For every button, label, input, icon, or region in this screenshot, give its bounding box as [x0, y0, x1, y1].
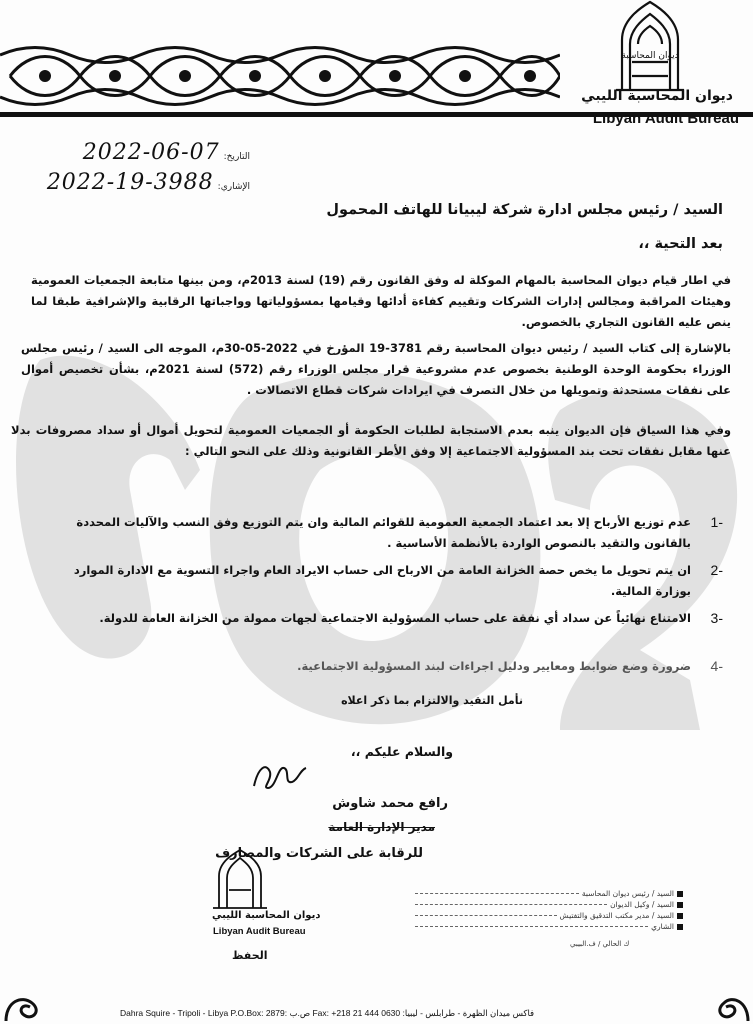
- reference-value: 2022-19-3988: [46, 170, 214, 195]
- reference-row: [30, 170, 250, 195]
- stamp-org-english: Libyan Audit Bureau: [213, 926, 306, 937]
- org-name-arabic: ديوان المحاسبة الليبي: [581, 88, 733, 104]
- cc-text: السيد / مدير مكتب التدقيق والتفتيش: [559, 911, 674, 920]
- list-text: ان يتم تحويل ما يخص حصة الخزانة العامة من الارباح الى حساب الايراد العام واجراء التسوية مع الادارة الموارد بوزارة المالية.: [73, 563, 691, 598]
- footer-address: Dahra Squire - Tripoli - Libya P.O.Box: 2879: ص.ب Fax: +218 21 444 0630 :فاكس ميدان الظهرة - طرابلس - ليبيا: [120, 1008, 535, 1018]
- cc-text: الشاري: [651, 922, 674, 931]
- date-row: [30, 140, 250, 165]
- list-text: ضرورة وضع ضوابط ومعايير ودليل اجراءات لبند المسؤولية الاجتماعية.: [297, 659, 691, 673]
- list-item: [43, 608, 723, 629]
- signatory-name: رافع محمد شاوش: [332, 796, 448, 811]
- bullet-square-icon: [677, 913, 683, 919]
- audit-bureau-logo: [610, 0, 690, 95]
- bullet-square-icon: [677, 924, 683, 930]
- closing-line: نأمل التقيد والالتزام بما ذكر اعلاه: [341, 694, 523, 707]
- list-text: الامتناع نهائياً عن سداد أي نفقة على حساب المسؤولية الاجتماعية لجهات ممولة من الخزانة العامة للدولة.: [99, 611, 691, 625]
- svg-text:ديوان المحاسبة: ديوان المحاسبة: [621, 51, 679, 61]
- footer-ornament-left: [2, 993, 46, 1024]
- cc-dotted-line: [415, 926, 648, 927]
- cc-text: السيد / وكيل الديوان: [610, 900, 674, 909]
- cc-text: السيد / رئيس ديوان المحاسبة: [581, 889, 674, 898]
- list-number: -3: [710, 610, 723, 626]
- list-item: [43, 560, 723, 602]
- cc-row: [415, 921, 683, 932]
- cc-row: [415, 910, 683, 921]
- greeting: بعد التحية ،،: [638, 236, 723, 252]
- signatory-title: مدير الإدارة العامة: [328, 820, 435, 834]
- paragraph-2: بالإشارة إلى كتاب السيد / رئيس ديوان المحاسبة رقم 3781-19 المؤرخ في 2022-05-30م، الموجه الى السيد / رئيس مجلس الوزراء بحكومة الوحدة الوطنية بخصوص عدم مشروعية قرار مجلس الوزراء رقم (572) لسنة 2021م، بشأن تخصيص أموال على نفقات مستحدثة وتمويلها من خلال التصرف في ايرادات شركات قطاع الاتصالات .: [21, 341, 732, 397]
- list-number: -4: [710, 658, 723, 674]
- paragraph-3: وفي هذا السياق فإن الديوان ينبه بعدم الاستجابة لطلبات الحكومة أو الجمعيات العمومية لتحويل أموال أو سداد مصروفات بدلا عنها مقابل نفقات تحت بند المسؤولية الاجتماعية إلا وفق الأطر القانونية وذلك على النحو التالي :: [11, 423, 731, 458]
- signatory-department: للرقابة على الشركات والمصارف: [215, 846, 423, 861]
- recipient-line: السيد / رئيس مجلس ادارة شركة ليبيانا للهاتف المحمول: [326, 202, 723, 218]
- handwritten-signature: [250, 758, 310, 792]
- cc-dotted-line: [415, 904, 607, 905]
- org-name-english: Libyan Audit Bureau: [592, 110, 739, 127]
- date-value: 2022-06-07: [82, 140, 220, 165]
- list-number: -2: [710, 562, 723, 578]
- stamp-handwritten-note: الحفظ: [232, 949, 268, 962]
- list-number: -1: [710, 514, 723, 530]
- cc-row: [415, 888, 683, 899]
- date-label: التاريخ:: [223, 152, 250, 162]
- list-item: [43, 656, 723, 677]
- cc-footnote: ك الحالي / ف.البيبي: [570, 940, 630, 948]
- cc-row: [415, 899, 683, 910]
- cc-dotted-line: [415, 893, 579, 894]
- list-text: عدم توزيع الأرباح إلا بعد اعتماد الجمعية العمومية للقوائم المالية وان يتم التوزيع وفق النسب والآليات المحددة بالقانون والتقيد بالنصوص الواردة بالأنظمة الأساسية .: [76, 515, 691, 550]
- bullet-square-icon: [677, 891, 683, 897]
- bullet-square-icon: [677, 902, 683, 908]
- official-stamp: [205, 848, 275, 910]
- list-item: [43, 512, 723, 554]
- salutation: والسلام عليكم ،،: [350, 744, 453, 759]
- reference-label: الإشاري:: [217, 182, 250, 192]
- stamp-org-arabic: ديوان المحاسبة الليبي: [212, 910, 321, 921]
- decorative-border: [0, 45, 560, 107]
- paragraph-1: في اطار قيام ديوان المحاسبة بالمهام الموكلة له وفق القانون رقم (19) لسنة 2013م، ومن بينها متابعة الجمعيات العمومية وهيئات المراقبة ومجالس إدارات الشركات وتقييم كفاءة أدائها وقيامها بمسؤولياتها وواجباتها الرقابية والإشرافية طبقا لما ينص عليه القانون التجاري بالخصوص.: [31, 273, 731, 329]
- copy-to-list: [415, 888, 683, 932]
- cc-dotted-line: [415, 915, 557, 916]
